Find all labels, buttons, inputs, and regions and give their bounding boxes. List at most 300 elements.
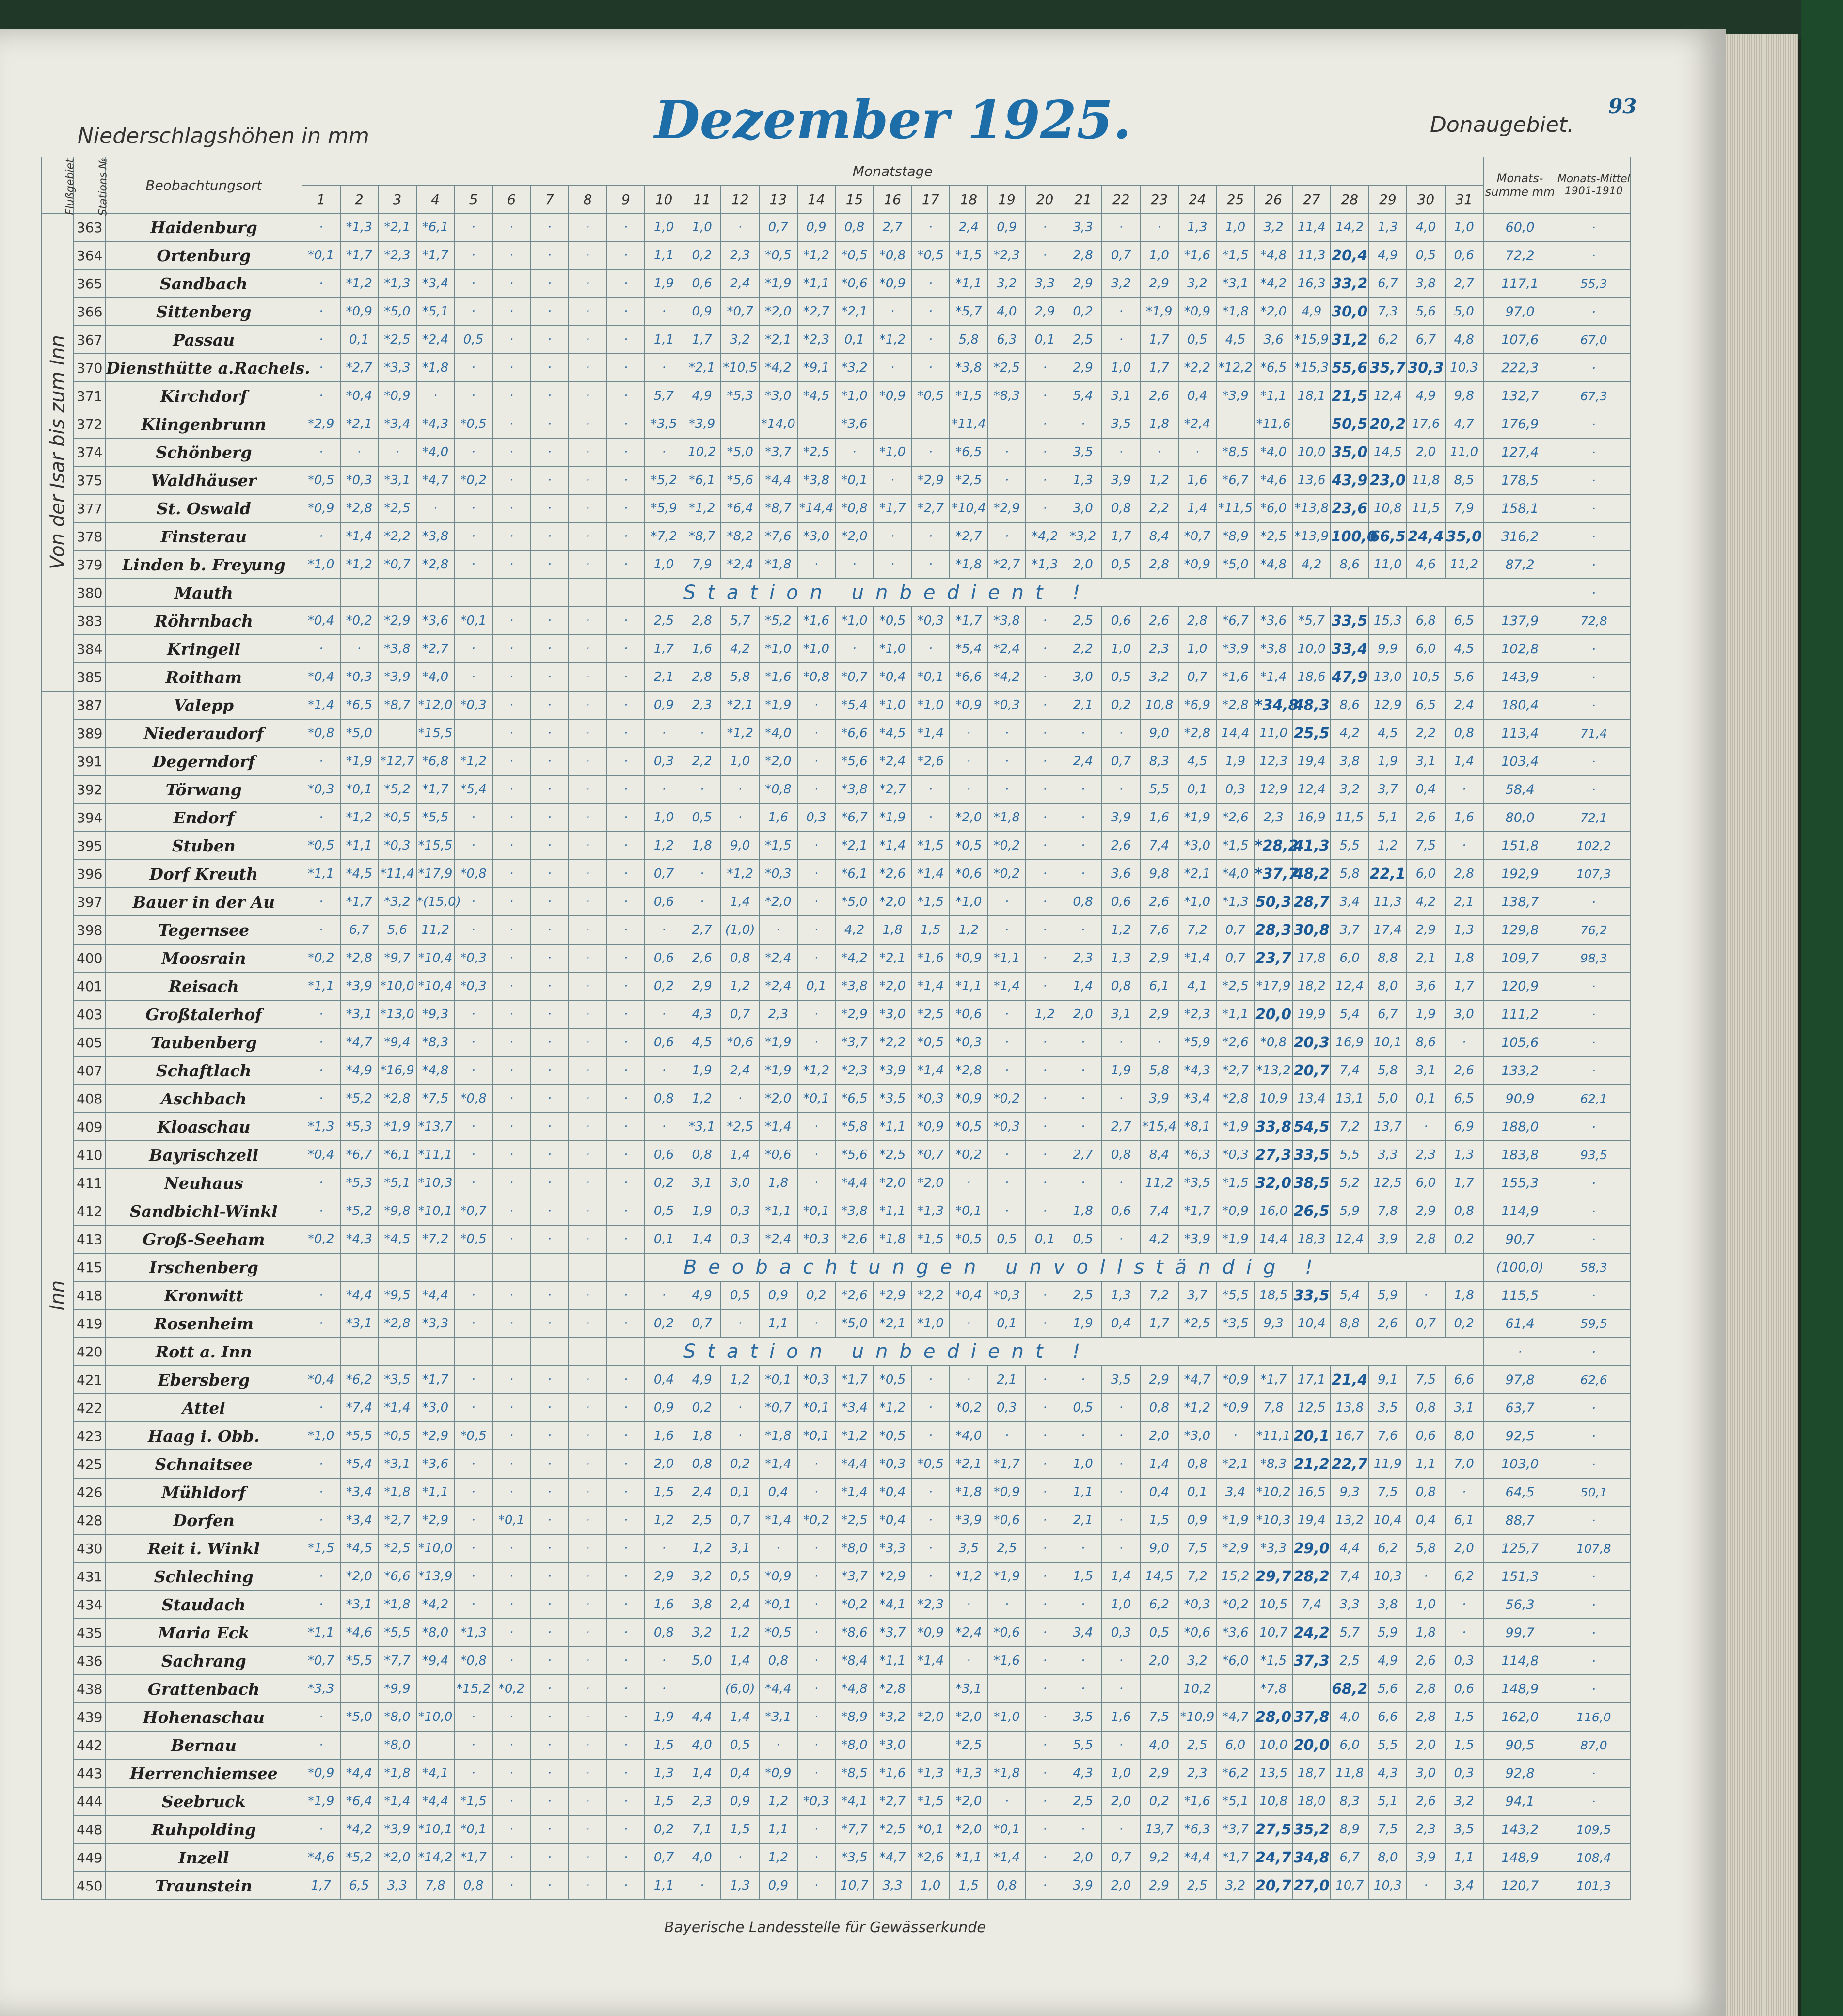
day-value: 7,0	[1445, 1450, 1483, 1478]
monthly-mean: ·	[1557, 241, 1631, 269]
day-value: 55,6	[1331, 354, 1369, 382]
day-value: ·	[493, 1703, 531, 1731]
day-value: ·	[493, 1647, 531, 1675]
day-value: *4,7	[1216, 1703, 1255, 1731]
day-value: 2,8	[1407, 1703, 1445, 1731]
day-value: *0,5	[835, 241, 874, 269]
day-value: ·	[797, 944, 836, 972]
day-value: *11,6	[1255, 410, 1293, 438]
station-name: Kringell	[106, 635, 302, 663]
day-value: ·	[302, 1197, 340, 1225]
day-value: *2,4	[988, 635, 1026, 663]
day-value: *2,1	[378, 213, 416, 241]
day-value: ·	[530, 832, 569, 860]
day-value: *5,5	[340, 1647, 379, 1675]
day-value: ·	[302, 269, 340, 298]
monthly-mean: ·	[1557, 1113, 1631, 1141]
day-value: *1,9	[988, 1562, 1026, 1591]
station-number: 449	[74, 1843, 106, 1872]
day-value: *2,7	[874, 1787, 912, 1815]
day-value: ·	[1445, 1478, 1483, 1506]
day-value: ·	[530, 522, 569, 551]
day-value: ·	[1026, 635, 1064, 663]
day-value: ·	[874, 551, 912, 579]
day-value: *0,2	[950, 1394, 988, 1422]
day-value: *1,4	[759, 1113, 797, 1141]
day-value: 0,9	[988, 213, 1026, 241]
day-value: ·	[797, 747, 836, 775]
day-header: 26	[1255, 185, 1293, 213]
monthly-total: 94,1	[1483, 1787, 1557, 1815]
day-value: 8,4	[1140, 1141, 1178, 1169]
day-value: *10,1	[416, 1815, 455, 1843]
day-value: *10,3	[416, 1169, 455, 1197]
day-value: ·	[950, 775, 988, 803]
day-value: *3,4	[340, 1478, 379, 1506]
day-value: 10,2	[683, 438, 721, 466]
day-value: ·	[493, 663, 531, 691]
day-value: ·	[569, 1703, 607, 1731]
table-row	[42, 1000, 1631, 1028]
day-value: 3,2	[1178, 1647, 1217, 1675]
monthly-total: 151,8	[1483, 832, 1557, 860]
day-value: ·	[1445, 832, 1483, 860]
day-value: ·	[493, 916, 531, 944]
monthly-mean: 71,4	[1557, 719, 1631, 747]
empty-day-cell	[530, 1338, 569, 1366]
day-value: *4,1	[874, 1591, 912, 1619]
day-value: *5,3	[340, 1113, 379, 1141]
empty-day-cell	[493, 579, 531, 607]
day-value: 6,7	[340, 916, 379, 944]
day-value: *2,3	[1178, 1000, 1217, 1028]
day-value: ·	[493, 635, 531, 663]
day-value: 0,2	[1140, 1787, 1178, 1815]
day-value: *4,2	[1026, 522, 1064, 551]
day-value: *15,2	[454, 1675, 493, 1703]
day-value: 9,3	[1331, 1478, 1369, 1506]
day-value: *0,6	[950, 1000, 988, 1028]
day-value: *0,7	[835, 663, 874, 691]
day-value: ·	[988, 1141, 1026, 1169]
day-value: ·	[530, 1169, 569, 1197]
day-header: 1	[302, 185, 340, 213]
day-value: *3,1	[340, 1309, 379, 1338]
day-value: 3,9	[1407, 1843, 1445, 1872]
day-value: 13,7	[1369, 1113, 1407, 1141]
day-value: *0,5	[759, 1619, 797, 1647]
day-value: *2,7	[1216, 1056, 1255, 1085]
day-value: 5,0	[1445, 298, 1483, 326]
day-value: *1,1	[874, 1113, 912, 1141]
day-value: ·	[1026, 382, 1064, 410]
day-value: ·	[1140, 438, 1178, 466]
day-value: 1,7	[1140, 1309, 1178, 1338]
day-value: *0,7	[454, 1197, 493, 1225]
day-header: 29	[1369, 185, 1407, 213]
day-value: *2,8	[1178, 719, 1217, 747]
day-value: ·	[1026, 1872, 1064, 1900]
monthly-total: 58,4	[1483, 775, 1557, 803]
day-value: 2,4	[683, 1478, 721, 1506]
day-value: ·	[530, 213, 569, 241]
day-value: 3,5	[1369, 1394, 1407, 1422]
day-value: 0,2	[1064, 298, 1102, 326]
day-value: ·	[607, 607, 645, 635]
day-value: *6,3	[1178, 1815, 1217, 1843]
day-value: 1,8	[759, 1169, 797, 1197]
day-value: ·	[530, 354, 569, 382]
station-remark: Station unbedient !	[683, 1338, 1483, 1366]
day-value: 5,8	[721, 663, 759, 691]
day-value: *1,9	[302, 1787, 340, 1815]
day-value: 0,3	[721, 1225, 759, 1253]
day-value: *3,9	[1178, 1225, 1217, 1253]
day-value: 3,3	[1026, 269, 1064, 298]
day-value: 7,5	[1407, 1366, 1445, 1394]
day-value: *3,1	[378, 1450, 416, 1478]
day-value: *2,0	[759, 888, 797, 916]
day-value: *1,1	[340, 832, 379, 860]
day-value: *2,8	[950, 1056, 988, 1085]
day-value: ·	[493, 972, 531, 1000]
day-value: *3,6	[1216, 1619, 1255, 1647]
day-value: 5,8	[1331, 860, 1369, 888]
day-value: ·	[493, 1787, 531, 1815]
station-number: 364	[74, 241, 106, 269]
day-value: 0,2	[645, 1169, 683, 1197]
day-value: *2,5	[988, 354, 1026, 382]
station-number: 367	[74, 326, 106, 354]
day-value: 8,3	[1331, 1787, 1369, 1815]
day-header: 17	[911, 185, 950, 213]
day-value: 3,5	[1445, 1815, 1483, 1843]
day-value: *3,0	[874, 1731, 912, 1759]
day-value: ·	[493, 1450, 531, 1478]
day-value: 27,0	[1292, 1872, 1331, 1900]
day-value: 9,0	[1140, 719, 1178, 747]
day-value: ·	[530, 1225, 569, 1253]
monthly-total: 115,5	[1483, 1281, 1557, 1309]
day-value: ·	[1102, 298, 1140, 326]
day-value: *0,5	[950, 832, 988, 860]
day-value: *1,7	[340, 241, 379, 269]
day-value: 18,5	[1255, 1281, 1293, 1309]
day-value: *0,3	[1216, 1141, 1255, 1169]
day-value: 0,3	[1102, 1619, 1140, 1647]
day-value: 30,3	[1407, 354, 1445, 382]
day-value: 3,6	[1255, 326, 1293, 354]
day-value: *1,7	[1216, 1843, 1255, 1872]
day-value: *2,3	[988, 241, 1026, 269]
day-value: ·	[454, 1394, 493, 1422]
day-value: 3,2	[1331, 775, 1369, 803]
day-value: 1,0	[1102, 1759, 1140, 1787]
day-value: ·	[1026, 1562, 1064, 1591]
day-value: ·	[454, 916, 493, 944]
day-value: 0,1	[645, 1225, 683, 1253]
day-value: 0,6	[1407, 1422, 1445, 1450]
station-number: 375	[74, 466, 106, 494]
day-value	[1216, 1675, 1255, 1703]
day-value: 1,2	[645, 832, 683, 860]
day-value: *2,7	[416, 635, 455, 663]
day-value: 0,5	[645, 1197, 683, 1225]
day-value: 6,2	[1445, 1562, 1483, 1591]
day-value: *5,2	[340, 1197, 379, 1225]
day-value: 7,6	[1369, 1422, 1407, 1450]
day-value: ·	[569, 1787, 607, 1815]
day-value: *3,6	[416, 607, 455, 635]
day-value: ·	[530, 326, 569, 354]
day-value: ·	[340, 635, 379, 663]
day-value: ·	[454, 1534, 493, 1562]
day-value: 0,4	[1140, 1478, 1178, 1506]
day-value: *1,2	[721, 860, 759, 888]
day-value: *1,4	[759, 1450, 797, 1478]
day-value: 2,6	[1140, 382, 1178, 410]
day-value: *2,0	[1255, 298, 1293, 326]
day-value: *37,7	[1255, 860, 1293, 888]
day-value: ·	[759, 916, 797, 944]
day-value: 0,1	[1026, 1225, 1064, 1253]
day-value: 20,4	[1331, 241, 1369, 269]
day-value: *0,3	[378, 832, 416, 860]
day-value: 50,5	[1331, 410, 1369, 438]
day-value: 0,6	[1445, 241, 1483, 269]
day-value: *13,9	[416, 1562, 455, 1591]
day-value: 0,5	[721, 1281, 759, 1309]
day-value: 3,3	[874, 1872, 912, 1900]
day-value: *0,1	[302, 241, 340, 269]
day-value: 5,4	[1331, 1000, 1369, 1028]
day-value: *1,3	[1216, 888, 1255, 916]
day-value: ·	[911, 213, 950, 241]
day-value: *0,2	[950, 1141, 988, 1169]
empty-day-cell	[302, 1253, 340, 1281]
day-value: 5,8	[1369, 1056, 1407, 1085]
day-value: ·	[493, 1394, 531, 1422]
day-value: 24,7	[1255, 1843, 1293, 1872]
day-value: ·	[493, 269, 531, 298]
day-value: ·	[645, 916, 683, 944]
monthly-total: 109,7	[1483, 944, 1557, 972]
day-value: ·	[569, 382, 607, 410]
day-value: *3,1	[378, 466, 416, 494]
day-value: *13,2	[1255, 1056, 1293, 1085]
day-value: 1,0	[645, 551, 683, 579]
station-name: Groß-Seeham	[106, 1225, 302, 1253]
day-value: 4,6	[1407, 551, 1445, 579]
station-number: 412	[74, 1197, 106, 1225]
day-value: ·	[530, 382, 569, 410]
day-value: *0,4	[302, 1366, 340, 1394]
day-value: ·	[493, 1759, 531, 1787]
day-value: *15,5	[416, 832, 455, 860]
day-value	[797, 410, 836, 438]
day-value: *0,9	[950, 1085, 988, 1113]
day-value: 5,1	[1369, 1787, 1407, 1815]
day-value: 2,6	[1102, 832, 1140, 860]
day-value: *3,1	[340, 1591, 379, 1619]
day-value: 0,5	[988, 1225, 1026, 1253]
day-value: 0,1	[1178, 775, 1217, 803]
day-value: *3,7	[874, 1619, 912, 1647]
day-value: ·	[607, 1843, 645, 1872]
day-value: *14,0	[759, 410, 797, 438]
day-value: 0,6	[1102, 1197, 1140, 1225]
day-value: 0,2	[645, 972, 683, 1000]
day-value: ·	[1026, 1534, 1064, 1562]
day-value: 11,8	[1407, 466, 1445, 494]
day-value: 1,3	[1102, 944, 1140, 972]
day-header: 28	[1331, 185, 1369, 213]
day-value	[911, 1731, 950, 1759]
day-value: 22,1	[1369, 860, 1407, 888]
day-value: 0,8	[645, 1085, 683, 1113]
day-value: ·	[607, 410, 645, 438]
day-value: 14,5	[1369, 438, 1407, 466]
day-value: 0,8	[1178, 1450, 1217, 1478]
day-value: *8,9	[1216, 522, 1255, 551]
monthly-total: 90,9	[1483, 1085, 1557, 1113]
day-value: 6,5	[1407, 691, 1445, 719]
monthly-mean: ·	[1557, 1394, 1631, 1422]
day-value: ·	[1026, 1731, 1064, 1759]
day-value: 2,3	[1407, 1141, 1445, 1169]
day-value: 1,4	[721, 888, 759, 916]
day-value: 6,5	[1445, 607, 1483, 635]
day-value: *1,7	[950, 607, 988, 635]
day-value: 8,3	[1140, 747, 1178, 775]
day-value: 0,7	[1407, 1309, 1445, 1338]
day-value: 3,4	[1331, 888, 1369, 916]
day-value: ·	[493, 494, 531, 522]
day-value: 7,1	[683, 1815, 721, 1843]
day-value: 16,3	[1292, 269, 1331, 298]
day-value: ·	[340, 438, 379, 466]
day-value: 3,8	[1331, 747, 1369, 775]
day-value: ·	[1102, 1422, 1140, 1450]
day-value: 0,3	[988, 1394, 1026, 1422]
monthly-mean: 93,5	[1557, 1141, 1631, 1169]
day-value: ·	[302, 1085, 340, 1113]
day-value: 3,0	[1407, 1759, 1445, 1787]
station-name: Aschbach	[106, 1085, 302, 1113]
day-value: *4,9	[340, 1056, 379, 1085]
day-value: *2,0	[759, 747, 797, 775]
day-value: ·	[530, 1056, 569, 1085]
day-value: 13,8	[1331, 1394, 1369, 1422]
station-name: Maria Eck	[106, 1619, 302, 1647]
day-value	[378, 719, 416, 747]
table-row	[42, 241, 1631, 269]
monthly-mean: ·	[1557, 1028, 1631, 1056]
day-value: *1,0	[797, 635, 836, 663]
monthly-mean: ·	[1557, 1591, 1631, 1619]
day-value: *3,0	[759, 382, 797, 410]
monthly-total: 56,3	[1483, 1591, 1557, 1619]
day-value: *0,5	[302, 466, 340, 494]
day-value: *0,9	[1178, 551, 1217, 579]
day-value: 18,2	[1292, 972, 1331, 1000]
day-value: 3,2	[683, 1562, 721, 1591]
day-value: 2,9	[645, 1562, 683, 1591]
day-value: 6,6	[1369, 1703, 1407, 1731]
day-value: ·	[721, 1843, 759, 1872]
day-value: 4,3	[683, 1000, 721, 1028]
monthly-mean: ·	[1557, 213, 1631, 241]
monthly-mean: ·	[1557, 579, 1631, 607]
day-value: *1,5	[1255, 1647, 1293, 1675]
station-number: 396	[74, 860, 106, 888]
day-value: 33,2	[1331, 269, 1369, 298]
day-value	[454, 719, 493, 747]
day-value: *2,1	[950, 1450, 988, 1478]
station-number: 426	[74, 1478, 106, 1506]
day-value: *1,7	[835, 1366, 874, 1394]
station-name: St. Oswald	[106, 494, 302, 522]
day-value: *0,8	[874, 241, 912, 269]
day-value: 10,7	[835, 1872, 874, 1900]
day-value: ·	[950, 1309, 988, 1338]
day-value: 11,0	[1369, 551, 1407, 579]
table-row	[42, 579, 1631, 607]
day-value: ·	[530, 663, 569, 691]
day-value: *2,5	[835, 1506, 874, 1534]
monthly-total: 188,0	[1483, 1113, 1557, 1141]
day-value: *2,9	[416, 1506, 455, 1534]
day-value: 6,5	[1445, 1085, 1483, 1113]
day-value: *0,3	[911, 607, 950, 635]
day-value: *10,4	[416, 944, 455, 972]
day-value: *13,0	[378, 1000, 416, 1028]
day-value: *3,8	[1255, 635, 1293, 663]
day-value: ·	[493, 466, 531, 494]
station-name: Dorfen	[106, 1506, 302, 1534]
station-name: Schleching	[106, 1562, 302, 1591]
day-value: *2,0	[950, 1787, 988, 1815]
day-value: *1,0	[835, 382, 874, 410]
day-value: *6,2	[1216, 1759, 1255, 1787]
station-number: 384	[74, 635, 106, 663]
day-value: ·	[645, 1281, 683, 1309]
day-value: ·	[454, 382, 493, 410]
day-value: 1,4	[721, 1647, 759, 1675]
day-value: *8,0	[378, 1731, 416, 1759]
station-name: Finsterau	[106, 522, 302, 551]
day-value: *1,6	[797, 607, 836, 635]
day-value: 13,2	[1331, 1506, 1369, 1534]
day-value: ·	[797, 1028, 836, 1056]
day-value: 1,6	[1102, 1703, 1140, 1731]
day-value: ·	[493, 213, 531, 241]
day-value: 1,6	[1178, 466, 1217, 494]
day-value: 3,5	[1064, 1703, 1102, 1731]
day-value: ·	[1102, 213, 1140, 241]
day-value: ·	[1026, 241, 1064, 269]
day-value: *15,5	[416, 719, 455, 747]
day-value: 13,4	[1292, 1085, 1331, 1113]
day-value: ·	[607, 1759, 645, 1787]
day-value: 3,2	[683, 1619, 721, 1647]
day-value: 1,5	[1445, 1731, 1483, 1759]
day-value: *0,6	[835, 269, 874, 298]
day-value: *2,6	[1216, 803, 1255, 832]
station-name: Roitham	[106, 663, 302, 691]
day-value: 0,8	[683, 1141, 721, 1169]
day-value: *3,9	[340, 972, 379, 1000]
